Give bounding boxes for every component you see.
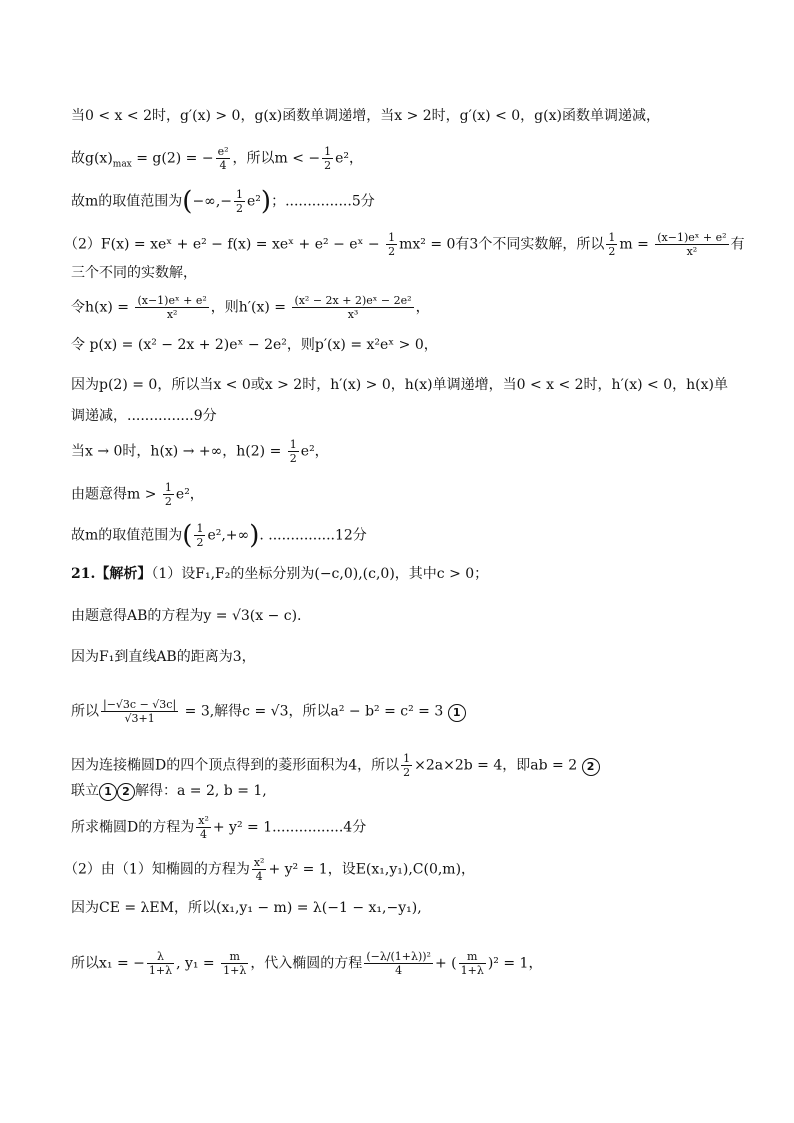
text-line	[71, 781, 267, 801]
denominator: 4	[395, 964, 403, 977]
section-heading: 21.【解析】	[71, 566, 152, 582]
text-line	[71, 814, 366, 841]
denominator: 2	[289, 452, 297, 465]
text-span: e²，	[175, 486, 204, 503]
numerator: m	[459, 950, 486, 964]
text-span: ，所以m < −	[232, 150, 321, 167]
denominator: 1+λ	[223, 964, 247, 977]
text-span: m =	[619, 236, 654, 253]
denominator: 4	[200, 828, 208, 841]
text-line	[71, 375, 728, 395]
text-span: 当x → 0时，h(x) → +∞，h(2) =	[71, 443, 286, 460]
numerator: e²	[217, 145, 229, 158]
denominator: 1+λ	[460, 964, 484, 977]
denominator: 2	[236, 202, 244, 215]
text-span: 联立	[71, 783, 99, 799]
text-line	[71, 698, 466, 725]
text-span: 故m的取值范围为	[71, 193, 183, 210]
denominator: 2	[403, 766, 411, 779]
text-span: 故m的取值范围为	[71, 527, 183, 544]
denominator: 4	[255, 870, 263, 883]
denominator: √3+1	[124, 712, 155, 725]
text-span: + y² = 1，设E(x₁,y₁),C(0,m)，	[268, 861, 476, 878]
text-span: 三个不同的实数解，	[71, 265, 197, 281]
circled-number: 1	[99, 783, 117, 801]
paren-right: )	[249, 520, 260, 551]
text-line	[71, 145, 363, 174]
text-line	[71, 752, 600, 779]
numerator: (x−1)eˣ + e²	[137, 294, 207, 307]
text-span: ，代入椭圆的方程	[250, 955, 363, 972]
text-span: ，则h′(x) =	[210, 299, 291, 316]
text-span: mx² = 0有3个不同实数解，所以	[399, 236, 605, 253]
numerator: 1	[324, 145, 332, 158]
text-line	[71, 647, 256, 667]
denominator: 2	[324, 159, 332, 172]
text-span: 令h(x) =	[71, 299, 134, 316]
fraction	[196, 814, 211, 841]
text-span: e²	[247, 193, 261, 210]
numerator: λ	[147, 950, 174, 964]
fraction	[163, 481, 174, 508]
score-note: 调递减，...............9分	[71, 408, 217, 424]
circled-number: 2	[582, 758, 600, 776]
fraction	[459, 950, 486, 977]
text-line	[71, 522, 367, 549]
fraction	[292, 294, 413, 321]
score-note: . ...............12分	[259, 527, 367, 544]
text-span: 有	[730, 236, 745, 253]
text-span: −∞,−	[192, 193, 233, 210]
fraction	[234, 188, 245, 215]
denominator: 2	[608, 245, 616, 258]
text-span: 解得：a = 2, b = 1,	[135, 783, 267, 799]
text-span: )² = 1，	[487, 955, 543, 972]
text-span: 因为F₁到直线AB的距离为3，	[71, 649, 256, 665]
score-note: ；...............5分	[271, 193, 375, 210]
text-span: 由题意得m >	[71, 486, 161, 503]
fraction	[135, 294, 208, 321]
denominator: 1+λ	[148, 964, 173, 977]
subscript: max	[112, 159, 132, 170]
text-span: 因为p(2) = 0，所以当x < 0或x > 2时，h′(x) > 0，h(x)单调递增，当0 < x < 2时，h′(x) < 0，h(x)单	[71, 377, 728, 393]
text-line	[71, 950, 542, 977]
text-line	[71, 406, 217, 426]
denominator: x²	[166, 308, 178, 321]
text-span: ×2a×2b = 4，即ab = 2	[414, 757, 578, 774]
fraction	[252, 856, 267, 883]
text-span: （2）由（1）知椭圆的方程为	[64, 861, 250, 878]
numerator: 1	[403, 752, 411, 765]
paren-right: )	[260, 186, 272, 217]
text-line	[71, 564, 488, 584]
text-line	[71, 294, 430, 321]
text-line	[71, 606, 302, 626]
text-span: 所以x₁ = −	[71, 955, 145, 972]
fraction	[364, 950, 433, 977]
numerator: (x² − 2x + 2)eˣ − 2e²	[294, 294, 412, 307]
numerator: 1	[196, 522, 204, 535]
denominator: 4	[219, 159, 227, 172]
text-line	[71, 106, 660, 126]
fraction	[288, 438, 299, 465]
text-span: = 3,解得c = √3，所以a² − b² = c² = 3	[180, 703, 444, 720]
text-span: e²,+∞	[207, 527, 250, 544]
numerator: (−λ/(1+λ))²	[366, 950, 431, 963]
text-span: , y₁ =	[176, 955, 220, 972]
numerator: |−√3c − √3c|	[103, 698, 177, 711]
numerator: x²	[198, 814, 209, 827]
numerator: 1	[164, 481, 172, 494]
text-span: = g(2) = −	[131, 150, 214, 167]
denominator: x²	[686, 245, 698, 258]
text-span: 所以	[71, 703, 99, 720]
text-line	[71, 438, 329, 465]
fraction	[655, 231, 728, 258]
text-span: （2）F(x) = xeˣ + e² − f(x) = xeˣ + e² − eˣ −	[64, 236, 385, 253]
text-span: e²，	[300, 443, 329, 460]
text-line	[71, 898, 422, 918]
text-line	[64, 856, 475, 883]
numerator: 1	[388, 231, 396, 244]
numerator: m	[221, 950, 248, 964]
circled-number: 2	[117, 783, 135, 801]
text-span: + (	[434, 955, 457, 972]
text-line	[71, 335, 438, 355]
fraction	[194, 522, 205, 549]
text-span: ，	[415, 299, 430, 316]
text-span: 所求椭圆D的方程为	[71, 819, 195, 836]
circled-number: 1	[448, 704, 466, 722]
text-span: e²，	[335, 150, 364, 167]
fraction	[401, 752, 412, 779]
text-span: 当0 < x < 2时，g′(x) > 0，g(x)函数单调递增，当x > 2时，g′(x) < 0，g(x)函数单调递减，	[71, 108, 660, 124]
text-span: （1）设F₁,F₂的坐标分别为(−c,0),(c,0)，其中c > 0；	[151, 566, 489, 582]
denominator: 2	[164, 495, 172, 508]
numerator: x²	[253, 856, 265, 869]
text-line	[64, 231, 745, 258]
fraction	[221, 950, 248, 977]
text-span: 由题意得AB的方程为y = √3(x − c).	[71, 608, 302, 624]
denominator: 2	[388, 245, 396, 258]
denominator: 2	[196, 536, 204, 549]
text-span: 因为连接椭圆D的四个顶点得到的菱形面积为4，所以	[71, 757, 400, 774]
numerator: 1	[608, 231, 616, 244]
paren-left: (	[182, 186, 193, 217]
fraction	[101, 698, 178, 725]
text-line	[71, 481, 204, 508]
text-line	[71, 263, 197, 283]
text-line	[71, 188, 375, 215]
numerator: 1	[289, 438, 297, 451]
paren-left: (	[182, 520, 193, 551]
numerator: (x−1)eˣ + e²	[657, 231, 727, 244]
text-span: 令 p(x) = (x² − 2x + 2)eˣ − 2e²，则p′(x) = x²eˣ > 0，	[71, 337, 438, 353]
numerator: 1	[236, 188, 244, 201]
fraction	[216, 145, 231, 172]
text-span: 因为CE = λEM，所以(x₁,y₁ − m) = λ(−1 − x₁,−y₁),	[71, 900, 422, 916]
score-note: + y² = 1................4分	[212, 819, 367, 836]
denominator: x³	[347, 308, 359, 321]
fraction	[322, 145, 333, 172]
fraction	[606, 231, 617, 258]
fraction	[147, 950, 174, 977]
fraction	[386, 231, 397, 258]
text-span: 故g(x)	[71, 150, 113, 167]
